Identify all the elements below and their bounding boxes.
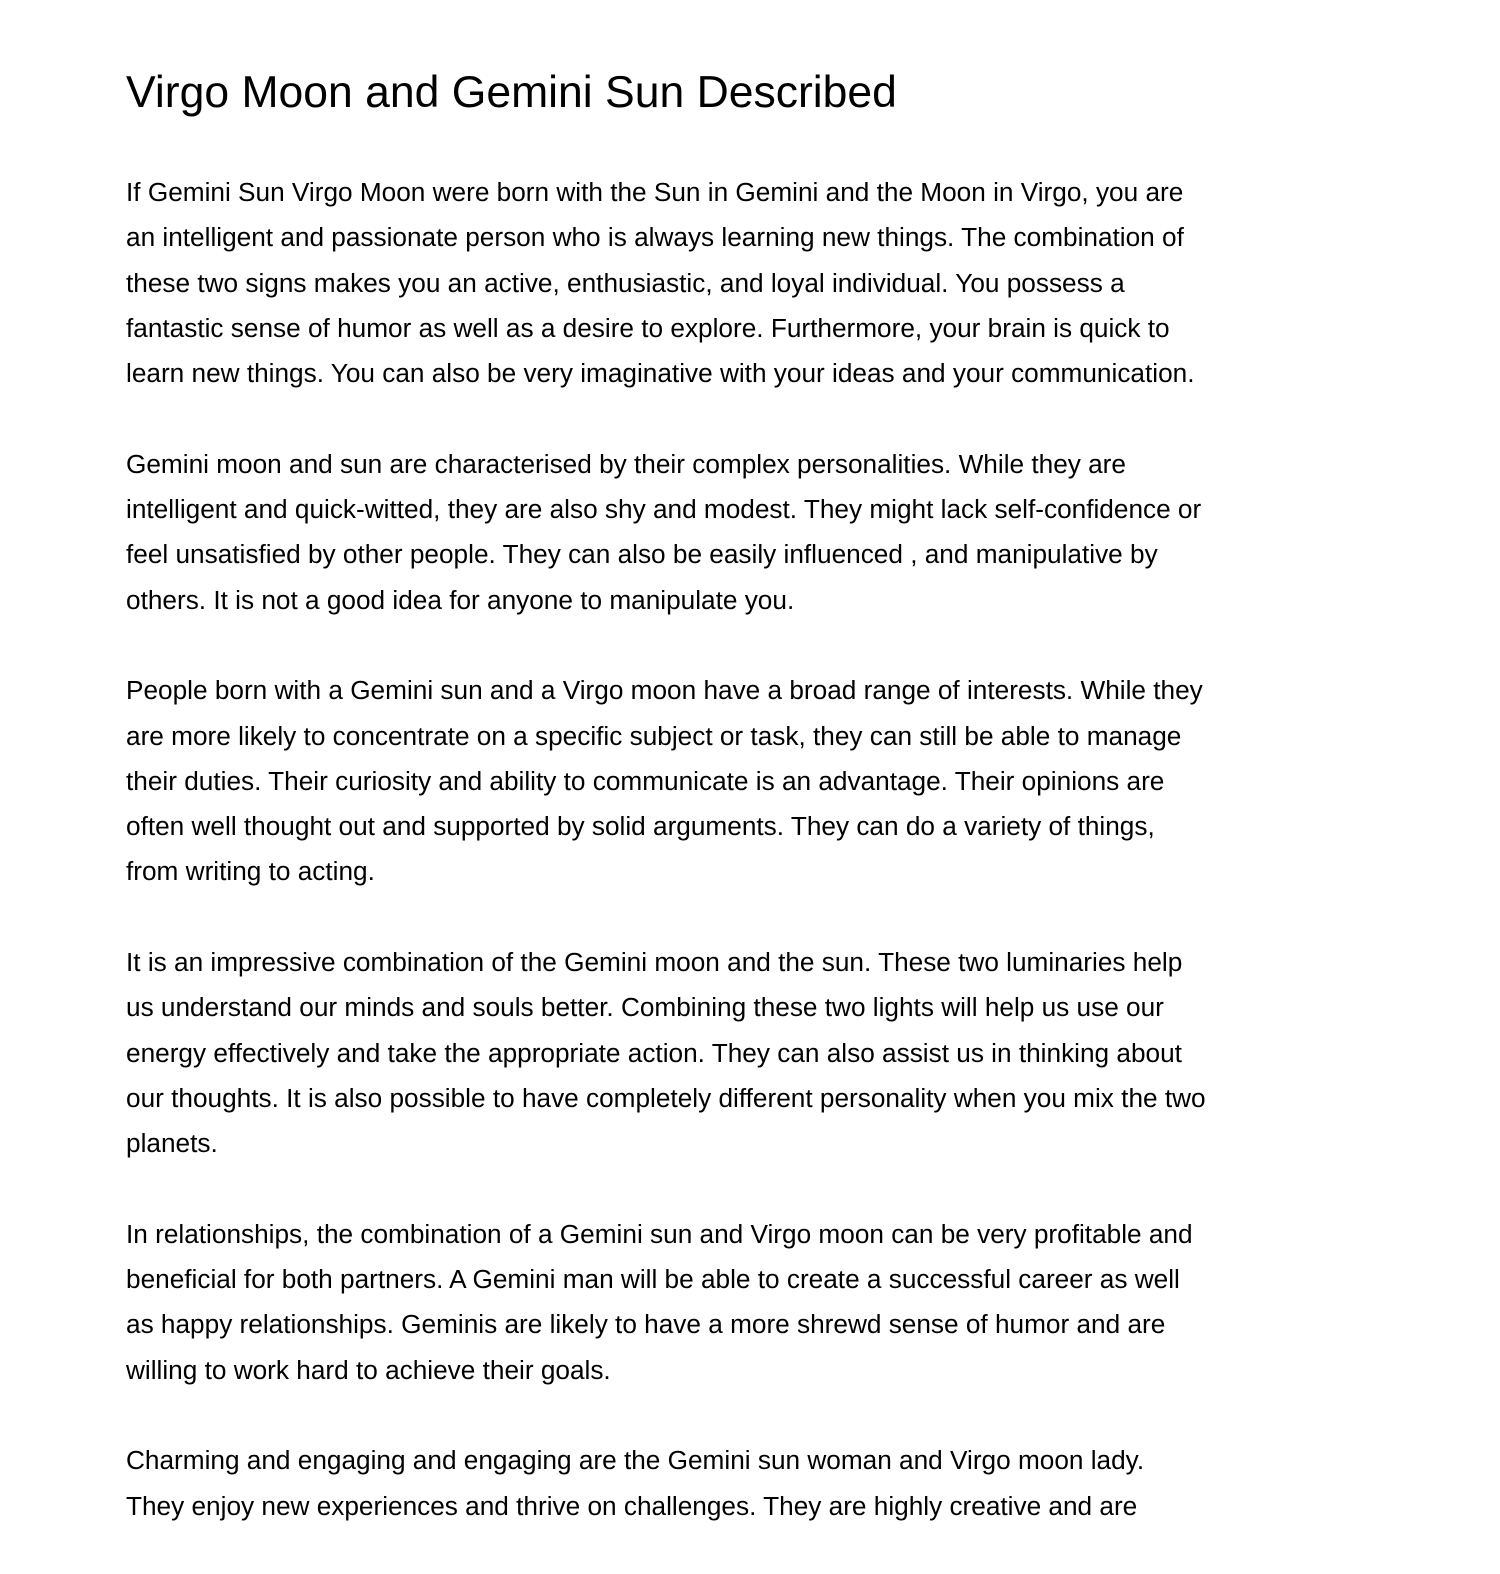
text-line: as happy relationships. Geminis are likely to have a more shrewd sense of humor and are — [126, 1309, 1166, 1340]
text-line: others. It is not a good idea for anyone to manipulate you. — [126, 584, 795, 615]
text-line: our thoughts. It is also possible to have completely different personality when you mix the two — [126, 1082, 1206, 1113]
text-line: beneficial for both partners. A Gemini man will be able to create a successful career as well — [126, 1264, 1180, 1295]
text-line: Gemini moon and sun are characterised by their complex personalities. While they are — [126, 448, 1126, 479]
paragraph-3 — [126, 668, 1386, 894]
text-line: People born with a Gemini sun and a Virgo moon have a broad range of interests. While they — [126, 675, 1203, 706]
text-line: It is an impressive combination of the Gemini moon and the sun. These two luminaries help — [126, 947, 1183, 978]
text-line: intelligent and quick-witted, they are also shy and modest. They might lack self-confidence or — [126, 494, 1202, 525]
paragraph-2 — [126, 442, 1386, 623]
text-line: from writing to acting. — [126, 856, 375, 887]
text-line: an intelligent and passionate person who is always learning new things. The combination of — [126, 222, 1184, 253]
text-line: these two signs makes you an active, enthusiastic, and loyal individual. You possess a — [126, 267, 1125, 298]
paragraph-6 — [126, 1438, 1386, 1529]
text-line: planets. — [126, 1128, 218, 1159]
text-line: energy effectively and take the appropriate action. They can also assist us in thinking about — [126, 1037, 1182, 1068]
text-line: are more likely to concentrate on a specific subject or task, they can still be able to manage — [126, 720, 1182, 751]
paragraph-5 — [126, 1212, 1386, 1393]
text-line: If Gemini Sun Virgo Moon were born with the Sun in Gemini and the Moon in Virgo, you are — [126, 177, 1184, 207]
text-line: willing to work hard to achieve their goals. — [126, 1354, 611, 1385]
text-line: fantastic sense of humor as well as a desire to explore. Furthermore, your brain is quick to — [126, 312, 1170, 343]
text-line: They enjoy new experiences and thrive on challenges. They are highly creative and are — [126, 1490, 1138, 1521]
paragraph-1 — [126, 170, 1386, 396]
text-line: us understand our minds and souls better. Combining these two lights will help us use our — [126, 992, 1164, 1023]
document-body — [126, 170, 1386, 1574]
paragraph-4 — [126, 940, 1386, 1166]
document-title: Virgo Moon and Gemini Sun Described — [126, 68, 897, 117]
text-line: feel unsatisfied by other people. They can also be easily influenced , and manipulative by — [126, 539, 1158, 570]
text-line: often well thought out and supported by solid arguments. They can do a variety of things, — [126, 811, 1155, 842]
text-line: In relationships, the combination of a Gemini sun and Virgo moon can be very profitable and — [126, 1218, 1193, 1249]
text-line: learn new things. You can also be very imaginative with your ideas and your communication. — [126, 358, 1195, 389]
text-line: Charming and engaging and engaging are the Gemini sun woman and Virgo moon lady. — [126, 1445, 1145, 1476]
text-line: their duties. Their curiosity and ability to communicate is an advantage. Their opinions are — [126, 765, 1165, 796]
